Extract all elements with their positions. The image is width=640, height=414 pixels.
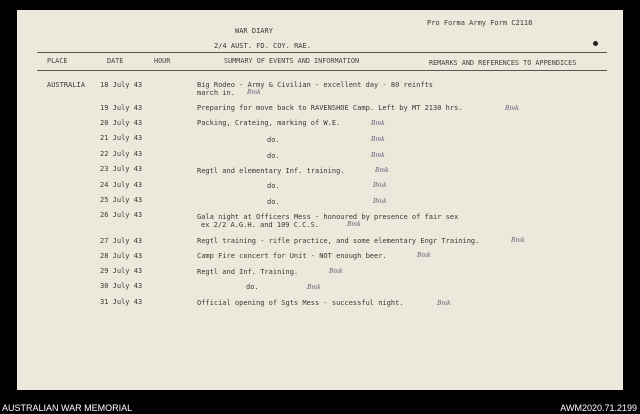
officer-initials: Bmk — [307, 284, 321, 291]
entry-place: AUSTRALIA — [47, 81, 85, 89]
entry-summary: Regtl training - rifle practice, and some elementary Engr Training. — [197, 237, 480, 245]
entry-summary: do. — [267, 136, 280, 144]
entry-date: 31 July 43 — [100, 298, 143, 306]
officer-initials: Bmk — [373, 198, 387, 205]
form-reference: Pro Forma Army Form C2118 — [427, 19, 533, 27]
entry-summary: Gala night at Officers Mess - honoured by presence of fair sex — [197, 213, 459, 221]
officer-initials: Bmk — [511, 237, 525, 244]
officer-initials: Bmk — [373, 182, 387, 189]
entry-summary: Preparing for move back to RAVENSHOE Camp. Left by MT 2130 hrs. — [197, 104, 463, 112]
header-rule-top — [37, 52, 607, 53]
entry-date: 20 July 43 — [100, 119, 143, 127]
entry-summary: Camp Fire concert for Unit - NOT enough beer. — [197, 252, 387, 260]
footer-institution: AUSTRALIAN WAR MEMORIAL — [2, 403, 133, 413]
entry-date: 21 July 43 — [100, 134, 143, 142]
column-header-remarks: REMARKS AND REFERENCES TO APPENDICES — [429, 59, 577, 67]
header-rule-bottom — [37, 70, 607, 71]
officer-initials: Bmk — [371, 136, 385, 143]
entry-date: 24 July 43 — [100, 181, 143, 189]
officer-initials: Bmk — [437, 300, 451, 307]
officer-initials: Bmk — [371, 120, 385, 127]
entry-summary: do. — [267, 182, 280, 190]
entry-date: 27 July 43 — [100, 237, 143, 245]
officer-initials: Bmk — [347, 221, 361, 228]
entry-date: 23 July 43 — [100, 165, 143, 173]
officer-initials: Bmk — [375, 167, 389, 174]
column-header-date: DATE — [107, 57, 124, 65]
officer-initials: Bmk — [329, 268, 343, 275]
entry-date: 26 July 43 — [100, 211, 143, 219]
entry-summary: do. — [267, 198, 280, 206]
entry-summary-cont: ex 2/2 A.G.H. and 109 C.C.S. — [201, 221, 320, 229]
entry-summary: do. — [246, 283, 259, 291]
column-header-summary: SUMMARY OF EVENTS AND INFORMATION — [224, 57, 360, 65]
entry-date: 18 July 43 — [100, 81, 143, 89]
diary-title: WAR DIARY — [235, 27, 273, 35]
officer-initials: Bmk — [247, 89, 261, 96]
officer-initials: Bmk — [371, 152, 385, 159]
entry-summary: do. — [267, 152, 280, 160]
column-header-hour: HOUR — [154, 57, 171, 65]
entry-summary: Official opening of Sgts Mess - successful night. — [197, 299, 404, 307]
entry-date: 29 July 43 — [100, 267, 143, 275]
entry-date: 28 July 43 — [100, 252, 143, 260]
entry-date: 19 July 43 — [100, 104, 143, 112]
unit-name: 2/4 AUST. FD. COY. RAE. — [214, 42, 311, 50]
punch-hole — [593, 41, 598, 46]
diary-page — [17, 10, 623, 390]
entry-summary: Regtl and elementary Inf. training. — [197, 167, 345, 175]
entry-summary-cont: march in. — [197, 89, 235, 97]
entry-date: 30 July 43 — [100, 282, 143, 290]
officer-initials: Bmk — [417, 252, 431, 259]
officer-initials: Bmk — [505, 105, 519, 112]
entry-date: 25 July 43 — [100, 196, 143, 204]
entry-summary: Big Rodeo - Army & Civilian - excellent day - 80 reinfts — [197, 81, 434, 89]
footer-accession-number: AWM2020.71.2199 — [560, 403, 637, 413]
entry-summary: Packing, Crateing, marking of W.E. — [197, 119, 341, 127]
entry-date: 22 July 43 — [100, 150, 143, 158]
column-header-place: PLACE — [47, 57, 68, 65]
entry-summary: Regtl and Inf. Training. — [197, 268, 299, 276]
